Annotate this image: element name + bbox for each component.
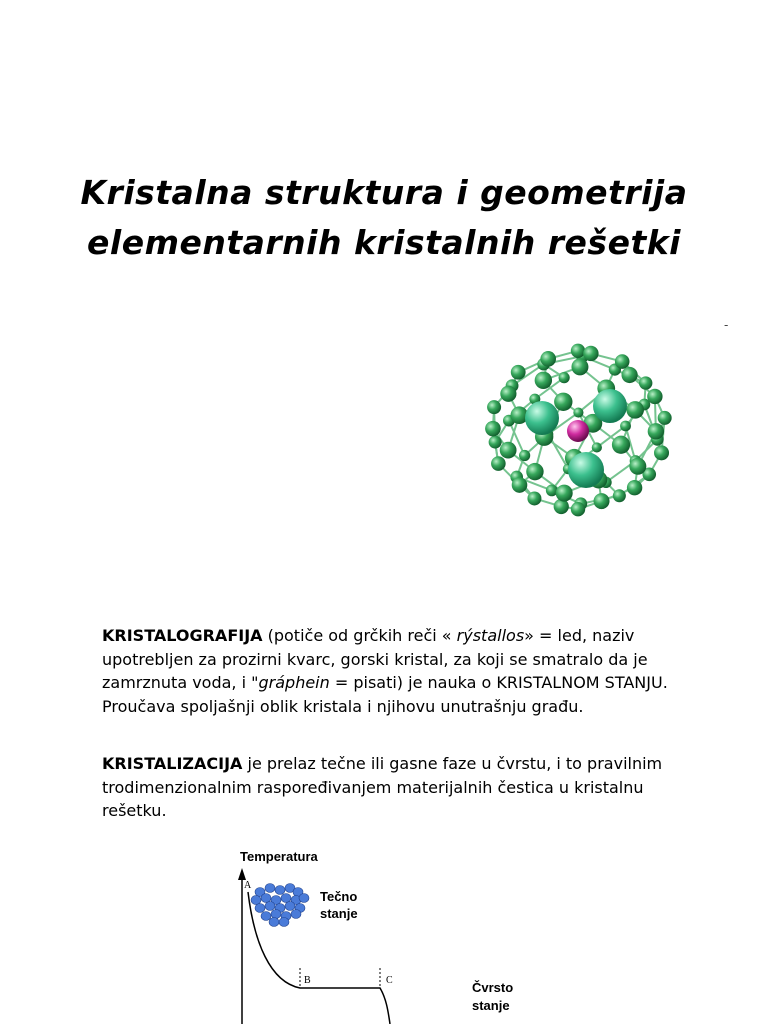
cage-atom: [500, 442, 517, 459]
greek-word-graphein: gráphein: [258, 673, 330, 692]
liquid-particle: [261, 894, 271, 903]
cage-atom: [658, 411, 672, 425]
slide-title: [20, 168, 748, 268]
graph-y-axis-arrow: [238, 868, 246, 880]
solid-state-label-1: Čvrsto: [472, 980, 514, 995]
cage-atom: [571, 502, 585, 516]
point-a-label: A: [244, 880, 252, 891]
cage-atom: [500, 386, 516, 402]
cage-atom: [654, 445, 669, 460]
cage-atom: [554, 393, 572, 411]
point-b-label: B: [304, 975, 311, 986]
fullerene-crystal-illustration: [470, 330, 690, 530]
cage-atom: [615, 354, 630, 369]
kristalizacija-paragraph: [102, 752, 672, 823]
liquid-particle: [251, 896, 261, 905]
liquid-particle: [279, 918, 289, 927]
liquid-particle: [269, 918, 279, 927]
liquid-state-label-1: Tečno: [320, 889, 358, 904]
liquid-particle: [261, 912, 271, 921]
liquid-particle: [281, 894, 291, 903]
liquid-particle: [285, 902, 295, 911]
central-atom: [567, 420, 589, 442]
liquid-particle: [299, 894, 309, 903]
liquid-particle: [291, 910, 301, 919]
cage-atom: [511, 365, 526, 380]
cage-atom: [487, 400, 501, 414]
title-line-1: Kristalna struktura i geometrija: [80, 173, 688, 212]
title-line-2: elementarnih kristalnih rešetki: [87, 223, 681, 262]
cage-atom: [559, 372, 570, 383]
cage-atom: [540, 351, 556, 367]
cage-atom: [489, 436, 502, 449]
liquid-particle: [271, 910, 281, 919]
p1-text-a: (potiče od grčkih reči «: [262, 626, 457, 645]
cage-atom: [620, 421, 631, 432]
cage-atom: [491, 456, 506, 471]
cage-atom: [519, 450, 530, 461]
large-atom-right: [593, 389, 627, 423]
cage-atom: [526, 463, 543, 480]
kristalografija-paragraph: [102, 624, 672, 718]
cooling-curve: [248, 892, 390, 1024]
cage-atom: [512, 477, 528, 493]
cage-atom: [648, 423, 664, 439]
cage-atom: [629, 458, 646, 475]
cage-atom: [527, 491, 541, 505]
liquid-particle: [265, 884, 275, 893]
cage-atom: [535, 372, 552, 389]
liquid-particle: [275, 886, 285, 895]
cage-atom: [639, 376, 652, 389]
cooling-curve-diagram: [230, 842, 550, 1024]
liquid-particle: [255, 904, 265, 913]
liquid-particle: [265, 902, 275, 911]
large-atom-left: [525, 401, 559, 435]
cage-atom: [647, 389, 662, 404]
cage-atom: [592, 442, 602, 452]
p1-text-c: = pisati) je nauka o KRISTALNOM STANJU. Proučava spoljašnji oblik kristala i njihovu unutrašnju građu.: [102, 673, 668, 716]
p1-text-b: » = led, naziv upotrebljen za prozirni kvarc, gorski kristal, za koji se smatralo da je zamrznuta voda, i ": [102, 626, 648, 692]
solid-state-label-2: stanje: [472, 998, 510, 1013]
graph-y-axis-label: Temperatura: [240, 849, 318, 864]
cage-atom: [583, 346, 598, 361]
point-c-label: C: [386, 975, 393, 986]
cage-atom: [594, 493, 610, 509]
cage-atom: [613, 489, 626, 502]
liquid-state-label-2: stanje: [320, 906, 358, 921]
cage-atom: [573, 407, 583, 417]
kristalografija-term: KRISTALOGRAFIJA: [102, 626, 263, 645]
corner-mark: -: [724, 318, 729, 332]
cage-atom: [627, 480, 642, 495]
cage-atom: [485, 421, 501, 437]
cage-atom: [612, 436, 630, 454]
greek-word-krystallos: rýstallos: [456, 626, 525, 645]
cage-atom: [626, 401, 644, 419]
liquid-particles: [251, 884, 309, 927]
large-atom-bottom: [568, 452, 604, 488]
cage-atom: [571, 358, 588, 375]
p2-text: je prelaz tečne ili gasne faze u čvrstu, i to pravilnim trodimenzionalnim raspoređivanjem materijalnih čestica u kristalnu rešetku.: [102, 754, 663, 820]
cage-atom: [571, 344, 585, 358]
cage-atom: [556, 485, 573, 502]
cage-atom: [621, 367, 637, 383]
kristalizacija-term: KRISTALIZACIJA: [102, 754, 243, 773]
